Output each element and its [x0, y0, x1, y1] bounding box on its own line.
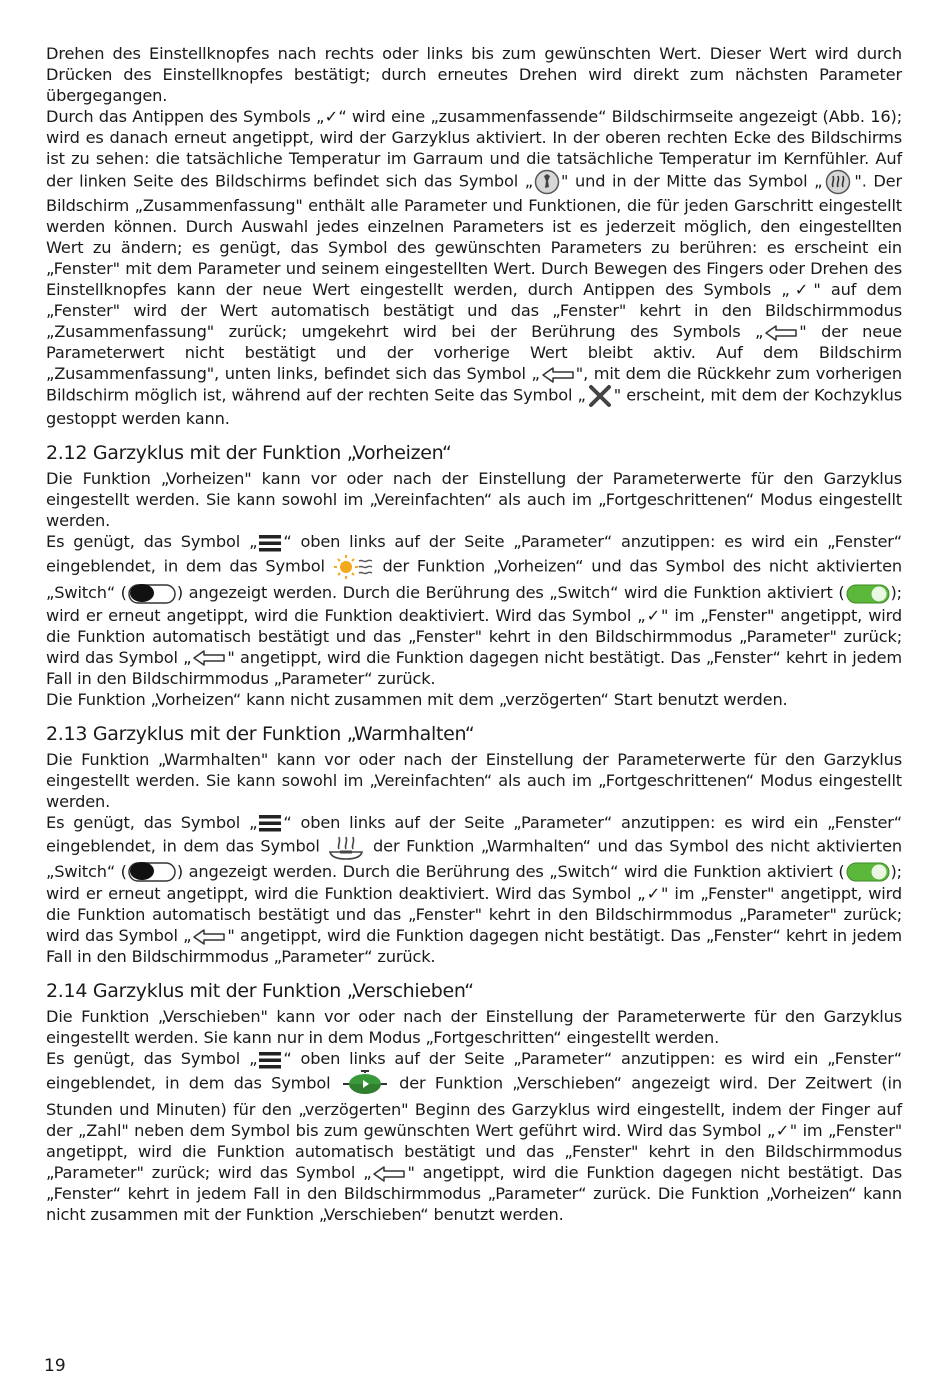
- text-run: Es genügt, das Symbol „: [46, 812, 258, 832]
- intro-paragraph-1: Drehen des Einstellknopfes nach rechts oder links bis zum gewünschten Wert. Dieser Wert wird durch Drücken des Einstellknopfes bestätigt; durch erneutes Drehen wird direkt zum nächsten Parameter übergegangen.: [46, 44, 902, 105]
- back-arrow-icon: [192, 649, 226, 667]
- text-run: “ oben links auf der Seite „Parameter“ anzutippen: es wird ein „Fenster“ eingeblendet, in dem das Symbol: [46, 812, 902, 855]
- delay-icon: [341, 1069, 389, 1099]
- intro-paragraph-2: [46, 106, 902, 429]
- s214-paragraph-2: [46, 1048, 902, 1225]
- text-run: “ oben links auf der Seite „Parameter“ anzutippen: es wird ein „Fenster“ eingeblendet, in dem das Symbol: [46, 532, 902, 576]
- text-run: Es genügt, das Symbol „: [46, 532, 258, 551]
- stop-x-icon: [587, 384, 613, 408]
- back-arrow-icon: [372, 1165, 406, 1183]
- switch-on-icon: [846, 583, 890, 605]
- s212-paragraph-1: Die Funktion „Vorheizen" kann vor oder nach der Einstellung der Parameterwerte für den Garzyklus eingestellt werden. Sie kann sowohl im „Vereinfachten“ als auch im „Fortgeschrittenen“ Modus eingestellt werden.: [46, 469, 902, 530]
- switch-on-icon: [846, 861, 890, 883]
- text-run: der Funktion „Vorheizen“ und das Symbol des nicht aktivierten „Switch“ (: [46, 556, 902, 602]
- s213-paragraph-1: Die Funktion „Warmhalten" kann vor oder nach der Einstellung der Parameterwerte für den Garzyklus eingestellt werden. Sie kann sowohl im „Vereinfachten“ als auch im „Fortgeschrittenen“ Modus eingestellt werden.: [46, 749, 902, 811]
- text-run: ) angezeigt werden. Durch die Berührung des „Switch“ wird die Funktion aktiviert (: [176, 583, 845, 602]
- section-heading-2-12: 2.12 Garzyklus mit der Funktion „Vorheizen“: [46, 442, 452, 464]
- menu-icon: [258, 1051, 282, 1069]
- s214-paragraph-1: Die Funktion „Verschieben" kann vor oder nach der Einstellung der Parameterwerte für den Garzyklus eingestellt werden. Sie kann nur in dem Modus „Fortgeschritten“ eingestellt werden.: [46, 1007, 902, 1047]
- text-run: ); wird er erneut angetippt, wird die Funktion deaktiviert. Wird das Symbol „✓" im „Fenster" angetippt, wird die Funktion automatisch bestätigt und das „Fenster" kehrt in den Bildschirmmodus „Parameter" zurück; wird das Symbol „: [46, 861, 902, 945]
- text-run: Durch das Antippen des Symbols „✓“ wird eine „zusammenfassende“ Bildschirmseite angezeigt (Abb. 16); wird es danach erneut angetippt, wird der Garzyklus aktiviert. In der oberen rechten Ecke des Bildschirms ist zu sehen: die tatsächliche Temperatur im Garraum und die tatsächliche Temperatur im Kernfühler. Auf der linken Seite des Bildschirms befindet sich das Symbol „: [46, 107, 902, 191]
- back-arrow-icon: [192, 928, 226, 946]
- keep-warm-icon: [327, 833, 365, 861]
- s213-paragraph-2: [46, 812, 902, 968]
- back-arrow-icon: [541, 366, 575, 384]
- page-number: 19: [44, 1356, 66, 1376]
- text-run: " angetippt, wird die Funktion dagegen nicht bestätigt. Das „Fenster“ kehrt in jedem Fall in den Bildschirmmodus „Parameter“ zurück.: [46, 926, 902, 966]
- menu-icon: [258, 814, 282, 832]
- text-run: " angetippt, wird die Funktion dagegen nicht bestätigt. Das „Fenster“ kehrt in jedem Fall in den Bildschirmmodus „Parameter“ zurück. Die Funktion „Vorheizen“ kann nicht zusammen mit der Funktion „Verschieben“ benutzt werden.: [46, 1163, 902, 1224]
- text-run: " der neue Parameterwert nicht bestätigt und der vorherige Wert bleibt aktiv. Auf dem Bildschirm „Zusammenfassung", unten links, befindet sich das Symbol „: [46, 322, 902, 383]
- text-run: Es genügt, das Symbol „: [46, 1049, 258, 1068]
- s212-paragraph-3: Die Funktion „Vorheizen“ kann nicht zusammen mit dem „verzögerten“ Start benutzt werden.: [46, 689, 788, 709]
- section-heading-2-14: 2.14 Garzyklus mit der Funktion „Verschieben“: [46, 980, 474, 1002]
- switch-off-icon: [128, 861, 176, 883]
- text-run: ". Der Bildschirm „Zusammenfassung" enthält alle Parameter und Funktionen, die für jeden Garschritt eingestellt werden können. Durch Auswahl jedes einzelnen Parameters ist es jederzeit möglich, den eingestellten Wert zu ändern; es genügt, das Symbol des gewünschten Parameters zu berühren: es erscheint ein „Fenster" mit dem Parameter und seinem eingestellten Wert. Durch Bewegen des Fingers oder Drehen des Einstellknopfes kann der neue Wert eingestellt werden, durch Antippen des Symbols „✓" auf dem „Fenster" wird der Wert automatisch bestätigt und das „Fenster" kehrt in den Bildschirmmodus „Zusammenfassung" zurück; umgekehrt wird bei der Berührung des Symbols „: [46, 171, 902, 341]
- text-run: der Funktion „Verschieben“ angezeigt wird. Der Zeitwert (in Stunden und Minuten) für den „verzögerten" Beginn des Garzyklus wird eingestellt, indem der Finger auf der „Zahl" neben dem Symbol bis zum gewünschten Wert geführt wird. Wird das Symbol „✓" im „Fenster" angetippt, wird die Funktion automatisch bestätigt und das „Fenster" kehrt in den Bildschirmmodus „Parameter" zurück; wird das Symbol „: [46, 1073, 902, 1182]
- text-run: der Funktion „Warmhalten“ und das Symbol des nicht aktivierten „Switch“ (: [46, 836, 902, 881]
- section-heading-2-13: 2.13 Garzyklus mit der Funktion „Warmhalten“: [46, 722, 475, 745]
- text-run: " und in der Mitte das Symbol „: [561, 171, 823, 191]
- back-arrow-icon: [764, 324, 798, 342]
- switch-off-icon: [128, 583, 176, 605]
- menu-icon: [258, 534, 282, 552]
- text-run: “ oben links auf der Seite „Parameter“ anzutippen: es wird ein „Fenster“ eingeblendet, in dem das Symbol: [46, 1049, 902, 1093]
- s212-paragraph-2: [46, 531, 902, 689]
- document-page: [46, 43, 902, 1225]
- text-run: ); wird er erneut angetippt, wird die Funktion deaktiviert. Wird das Symbol „✓" im „Fenster" angetippt, wird die Funktion automatisch bestätigt und das „Fenster" kehrt in den Bildschirmmodus „Parameter" zurück; wird das Symbol „: [46, 583, 902, 667]
- probe-icon: [534, 169, 560, 195]
- text-run: " angetippt, wird die Funktion dagegen nicht bestätigt. Das „Fenster“ kehrt in jedem Fall in den Bildschirmmodus „Parameter“ zurück.: [46, 647, 902, 688]
- steam-icon: [823, 169, 853, 195]
- preheat-sun-icon: [334, 552, 374, 582]
- text-run: " erscheint, mit dem der Kochzyklus gestoppt werden kann.: [46, 385, 902, 428]
- text-run: ) angezeigt werden. Durch die Berührung des „Switch“ wird die Funktion aktiviert (: [176, 861, 845, 881]
- text-run: ", mit dem die Rückkehr zum vorherigen Bildschirm möglich ist, während auf der rechten Seite das Symbol „: [46, 364, 902, 405]
